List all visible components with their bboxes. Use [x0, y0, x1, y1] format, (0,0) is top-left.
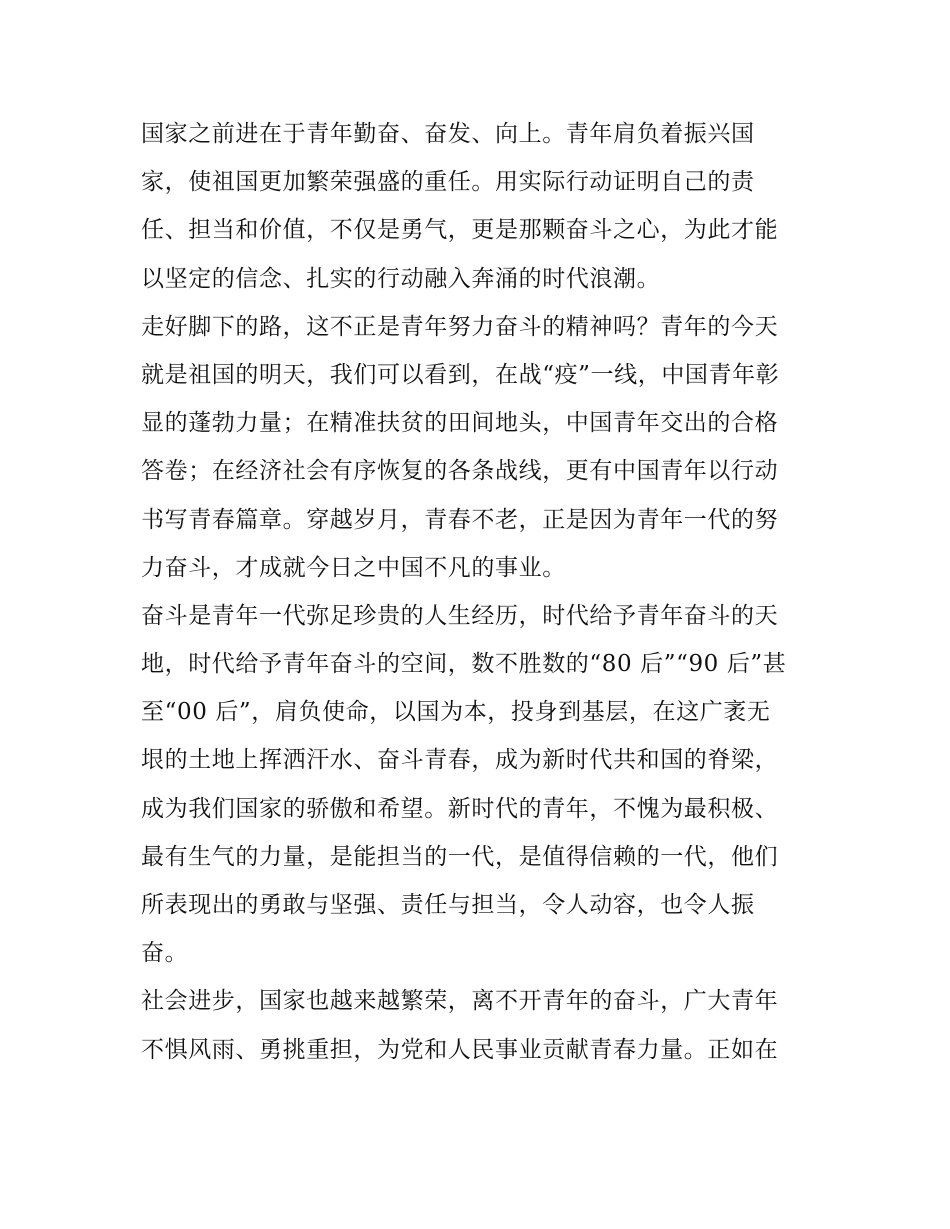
text-line: 最有生气的力量，是能担当的一代，是值得信赖的一代，他们 — [141, 843, 779, 870]
text-line: 奋斗是青年一代弥足珍贵的人生经历，时代给予青年奋斗的天 — [141, 602, 779, 629]
text-line: 垠的土地上挥洒汗水、奋斗青春，成为新时代共和国的脊梁， — [141, 747, 779, 774]
text-line: 书写青春篇章。穿越岁月，青春不老，正是因为青年一代的努 — [141, 506, 779, 533]
text-line: 至“00 后”，肩负使命，以国为本，投身到基层，在这广袤无 — [141, 699, 771, 726]
text-line: 社会进步，国家也越来越繁荣，离不开青年的奋斗，广大青年 — [141, 988, 779, 1015]
text-line: 所表现出的勇敢与坚强、责任与担当，令人动容，也令人振 — [141, 892, 755, 918]
text-line: 地，时代给予青年奋斗的空间，数不胜数的“80 后”“90 后”甚 — [141, 651, 787, 678]
text-line: 不惧风雨、勇挑重担，为党和人民事业贡献青春力量。正如在 — [141, 1036, 779, 1063]
text-line: 力奋斗，才成就今日之中国不凡的事业。 — [141, 554, 566, 581]
text-line: 家，使祖国更加繁荣强盛的重任。用实际行动证明自己的责 — [141, 169, 755, 196]
text-line: 成为我们国家的骄傲和希望。新时代的青年，不愧为最积极、 — [141, 795, 779, 822]
text-line: 答卷；在经济社会有序恢复的各条战线，更有中国青年以行动 — [141, 458, 779, 485]
text-line: 国家之前进在于青年勤奋、奋发、向上。青年肩负着振兴国 — [141, 121, 755, 147]
text-line: 走好脚下的路，这不正是青年努力奋斗的精神吗？青年的今天 — [141, 313, 779, 340]
body-text — [141, 110, 821, 1074]
text-line: 奋。 — [141, 940, 189, 967]
text-line: 显的蓬勃力量；在精准扶贫的田间地头，中国青年交出的合格 — [141, 410, 779, 437]
text-line: 任、担当和价值，不仅是勇气，更是那颗奋斗之心，为此才能 — [141, 217, 779, 244]
text-line: 以坚定的信念、扎实的行动融入奔涌的时代浪潮。 — [141, 265, 661, 292]
text-line: 就是祖国的明天，我们可以看到，在战“疫”一线，中国青年彰 — [141, 361, 780, 388]
